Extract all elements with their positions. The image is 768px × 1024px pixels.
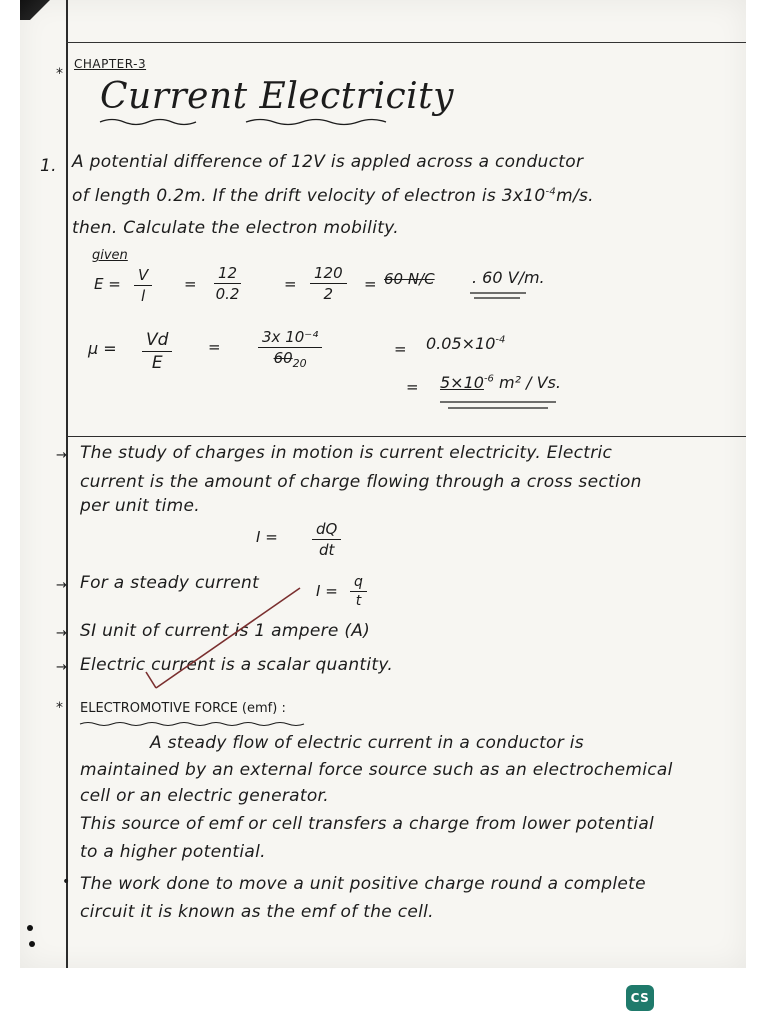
title-squiggle-underline: [246, 120, 386, 125]
arrow-bullet: →: [56, 660, 67, 675]
fraction-dq-over-dt: $\frac{dQ}{dt}$: [312, 520, 341, 559]
star-bullet: *: [56, 700, 63, 716]
emf-paragraph-5: to a higher potential.: [80, 842, 266, 862]
emf-paragraph-1: A steady flow of electric current in a conductor is: [150, 733, 584, 753]
camscanner-logo: CS: [626, 985, 654, 1011]
fraction-mobility: $\frac{\text{3x 10⁻⁴}}{60_{20}}$: [258, 328, 322, 370]
note-2: For a steady current: [80, 573, 260, 593]
binder-hole: [27, 925, 33, 931]
emf-heading: ELECTROMOTIVE FORCE (emf) :: [80, 701, 286, 716]
fraction-q-over-t: $\frac{q}{t}$: [350, 574, 367, 609]
current-label: I =: [256, 528, 278, 546]
emf-paragraph-7: circuit it is known as the emf of the cell.: [80, 902, 434, 922]
emf-paragraph-4: This source of emf or cell transfers a charge from lower potential: [80, 814, 655, 834]
red-tick-mark: [156, 588, 300, 688]
question-number: 1.: [40, 156, 57, 176]
equals-sign: =: [208, 338, 221, 356]
question-line-1: A potential difference of 12V is appled across a conductor: [72, 152, 584, 172]
note-3: SI unit of current is 1 ampere (A): [80, 621, 371, 641]
binder-hole: [29, 941, 35, 947]
emf-paragraph-2: maintained by an external force source such as an electrochemical: [80, 760, 673, 780]
fraction-120-over-2: $\frac{120}{2}$: [310, 264, 347, 303]
note-1-line-1: The study of charges in motion is current electricity. Electric: [80, 443, 613, 463]
steady-current-label: I =: [316, 582, 338, 600]
final-result: $5\times 10^{-6}$ m² / Vs.: [440, 373, 561, 392]
equals-sign: =: [184, 275, 197, 293]
struck-value: 60 N/C: [384, 270, 435, 288]
heading-squiggle-underline: [80, 723, 304, 726]
note-1-line-2: current is the amount of charge flowing through a cross section: [80, 472, 642, 492]
question-line-3: then. Calculate the electron mobility.: [72, 218, 399, 238]
question-line-2: of length 0.2m. If the drift velocity of electron is $3x10^{-4}m/s$.: [72, 186, 594, 206]
page-title: Current Electricity: [100, 76, 454, 117]
double-underline: [470, 293, 526, 298]
emf-paragraph-3: cell or an electric generator.: [80, 786, 329, 806]
title-squiggle-underline: [100, 120, 196, 125]
given-label: given: [92, 248, 128, 263]
equals-sign: =: [364, 275, 377, 293]
emf-paragraph-6: The work done to move a unit positive charge round a complete: [80, 874, 646, 894]
fraction-vd-over-e: $\frac{Vd}{E}$: [142, 330, 172, 373]
mu-label: μ =: [88, 339, 117, 358]
note-1-line-3: per unit time.: [80, 496, 200, 516]
intermediate-result: $0.05\times 10^{-4}$: [426, 334, 506, 353]
equals-sign: =: [394, 340, 407, 358]
star-bullet: *: [56, 66, 63, 82]
arrow-bullet: →: [56, 626, 67, 641]
double-underline: [440, 402, 556, 408]
field-result: . 60 V/m.: [472, 268, 545, 287]
e-label: E =: [94, 275, 121, 293]
arrow-bullet: →: [56, 448, 67, 463]
note-4: Electric current is a scalar quantity.: [80, 655, 394, 675]
fraction-12-over-0-2: $\frac{12}{0.2}$: [215, 264, 240, 303]
arrow-bullet: →: [56, 578, 67, 593]
equals-sign: =: [284, 275, 297, 293]
red-tick-mark: [146, 672, 156, 688]
chapter-label: CHAPTER-3: [74, 57, 147, 71]
dot-bullet: •: [62, 874, 71, 890]
fraction-v-over-l: $\frac{V}{l}$: [134, 266, 152, 305]
equals-sign: =: [406, 378, 419, 396]
